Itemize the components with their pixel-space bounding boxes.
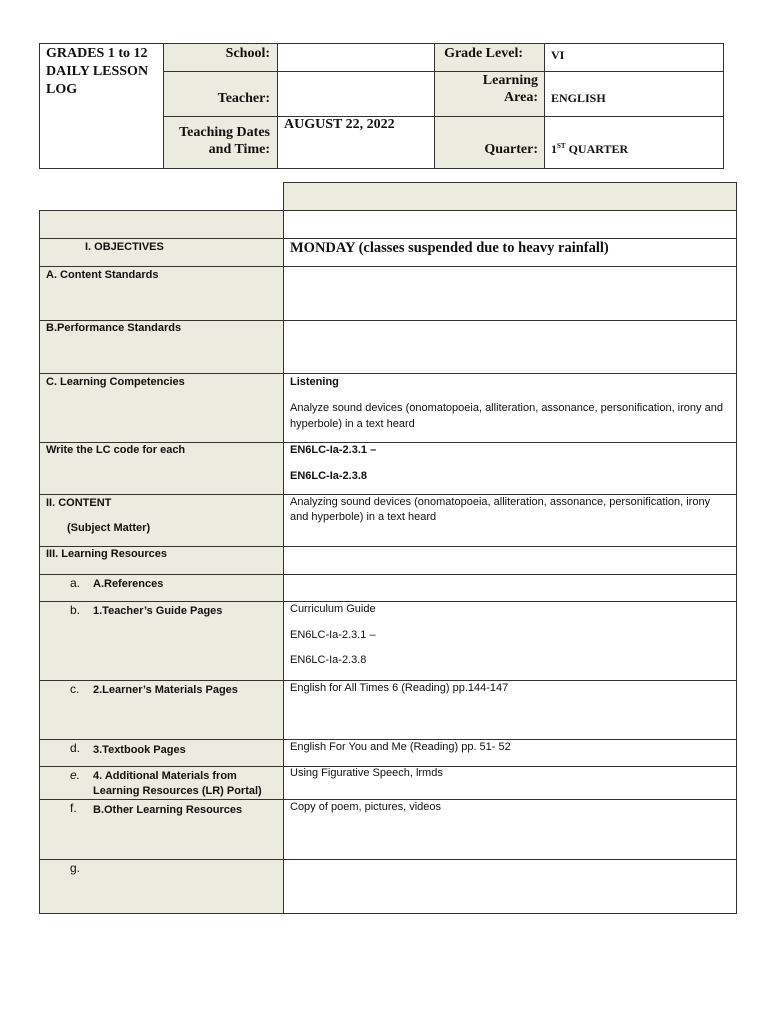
learners-materials-text: English for All Times 6 (Reading) pp.144-147 [290, 682, 509, 694]
additional-materials-letter: e. [70, 768, 81, 782]
column-header-cell [283, 182, 737, 211]
additional-materials-text: Using Figurative Speech, lrmds [290, 767, 443, 779]
resources-label: III. Learning Resources [46, 548, 168, 560]
objectives-label: I. OBJECTIVES [85, 241, 164, 253]
lc-code-label: Write the LC code for each [46, 444, 186, 456]
day-heading: MONDAY (classes suspended due to heavy rainfall) [290, 240, 609, 256]
resources-field[interactable] [283, 546, 737, 575]
school-label: School: [225, 46, 270, 61]
content-text: Analyzing sound devices (onomatopoeia, alliteration, assonance, personification, irony and hyperbole) in a text heard [290, 496, 711, 523]
performance-standards-label: B.Performance Standards [46, 322, 182, 334]
area-label: Learning Area: [482, 73, 538, 105]
teachers-guide-text-3: EN6LC-Ia-2.3.8 [290, 654, 367, 666]
teachers-guide-letter: b. [70, 603, 81, 617]
quarter-label: Quarter: [484, 142, 538, 157]
blank-label-cell [39, 210, 284, 239]
textbook-label: 3.Textbook Pages [93, 744, 186, 756]
grade-label: Grade Level: [444, 46, 523, 61]
additional-materials-label: 4. Additional Materials from Learning Resources (LR) Portal) [93, 770, 262, 797]
teachers-guide-text-2: EN6LC-Ia-2.3.1 – [290, 629, 376, 641]
textbook-text: English For You and Me (Reading) pp. 51- 52 [290, 741, 511, 753]
lc-code-1: EN6LC-Ia-2.3.1 – [290, 444, 377, 456]
competencies-title: Listening [290, 376, 339, 388]
subject-matter-label: (Subject Matter) [67, 522, 151, 534]
other-resources-letter: f. [70, 801, 77, 815]
other-resources-label: B.Other Learning Resources [93, 804, 243, 816]
dates-value: AUGUST 22, 2022 [284, 117, 395, 132]
teacher-label: Teacher: [217, 91, 270, 106]
learners-materials-label: 2.Learner’s Materials Pages [93, 684, 238, 696]
page-title: GRADES 1 to 12 DAILY LESSON LOG [46, 46, 149, 97]
learners-materials-letter: c. [70, 682, 80, 696]
content-label: II. CONTENT [46, 497, 112, 509]
g-field[interactable] [283, 859, 737, 914]
other-resources-text: Copy of poem, pictures, videos [290, 801, 442, 813]
lc-code-2: EN6LC-Ia-2.3.8 [290, 470, 368, 482]
performance-standards-field[interactable] [283, 320, 737, 374]
competencies-text: Analyze sound devices (onomatopoeia, alliteration, assonance, personification, irony and hyperbole) in a text heard [290, 402, 723, 430]
textbook-letter: d. [70, 741, 81, 755]
g-letter: g. [70, 861, 81, 875]
references-letter: a. [70, 576, 81, 590]
teachers-guide-text-1: Curriculum Guide [290, 603, 376, 615]
references-field[interactable] [283, 574, 737, 602]
quarter-value: 1ST QUARTER [551, 142, 629, 156]
content-standards-field[interactable] [283, 266, 737, 321]
grade-field[interactable] [544, 43, 724, 72]
dates-label: Teaching Dates and Time: [179, 125, 270, 157]
blank-value-cell [283, 210, 737, 239]
content-standards-label: A. Content Standards [46, 269, 159, 281]
school-field[interactable] [277, 43, 435, 72]
teacher-field[interactable] [277, 71, 435, 117]
grade-value: VI [551, 48, 565, 62]
competencies-label: C. Learning Competencies [46, 376, 185, 388]
teachers-guide-label: 1.Teacher’s Guide Pages [93, 605, 223, 617]
area-value: ENGLISH [551, 91, 606, 105]
references-label: A.References [93, 578, 164, 590]
